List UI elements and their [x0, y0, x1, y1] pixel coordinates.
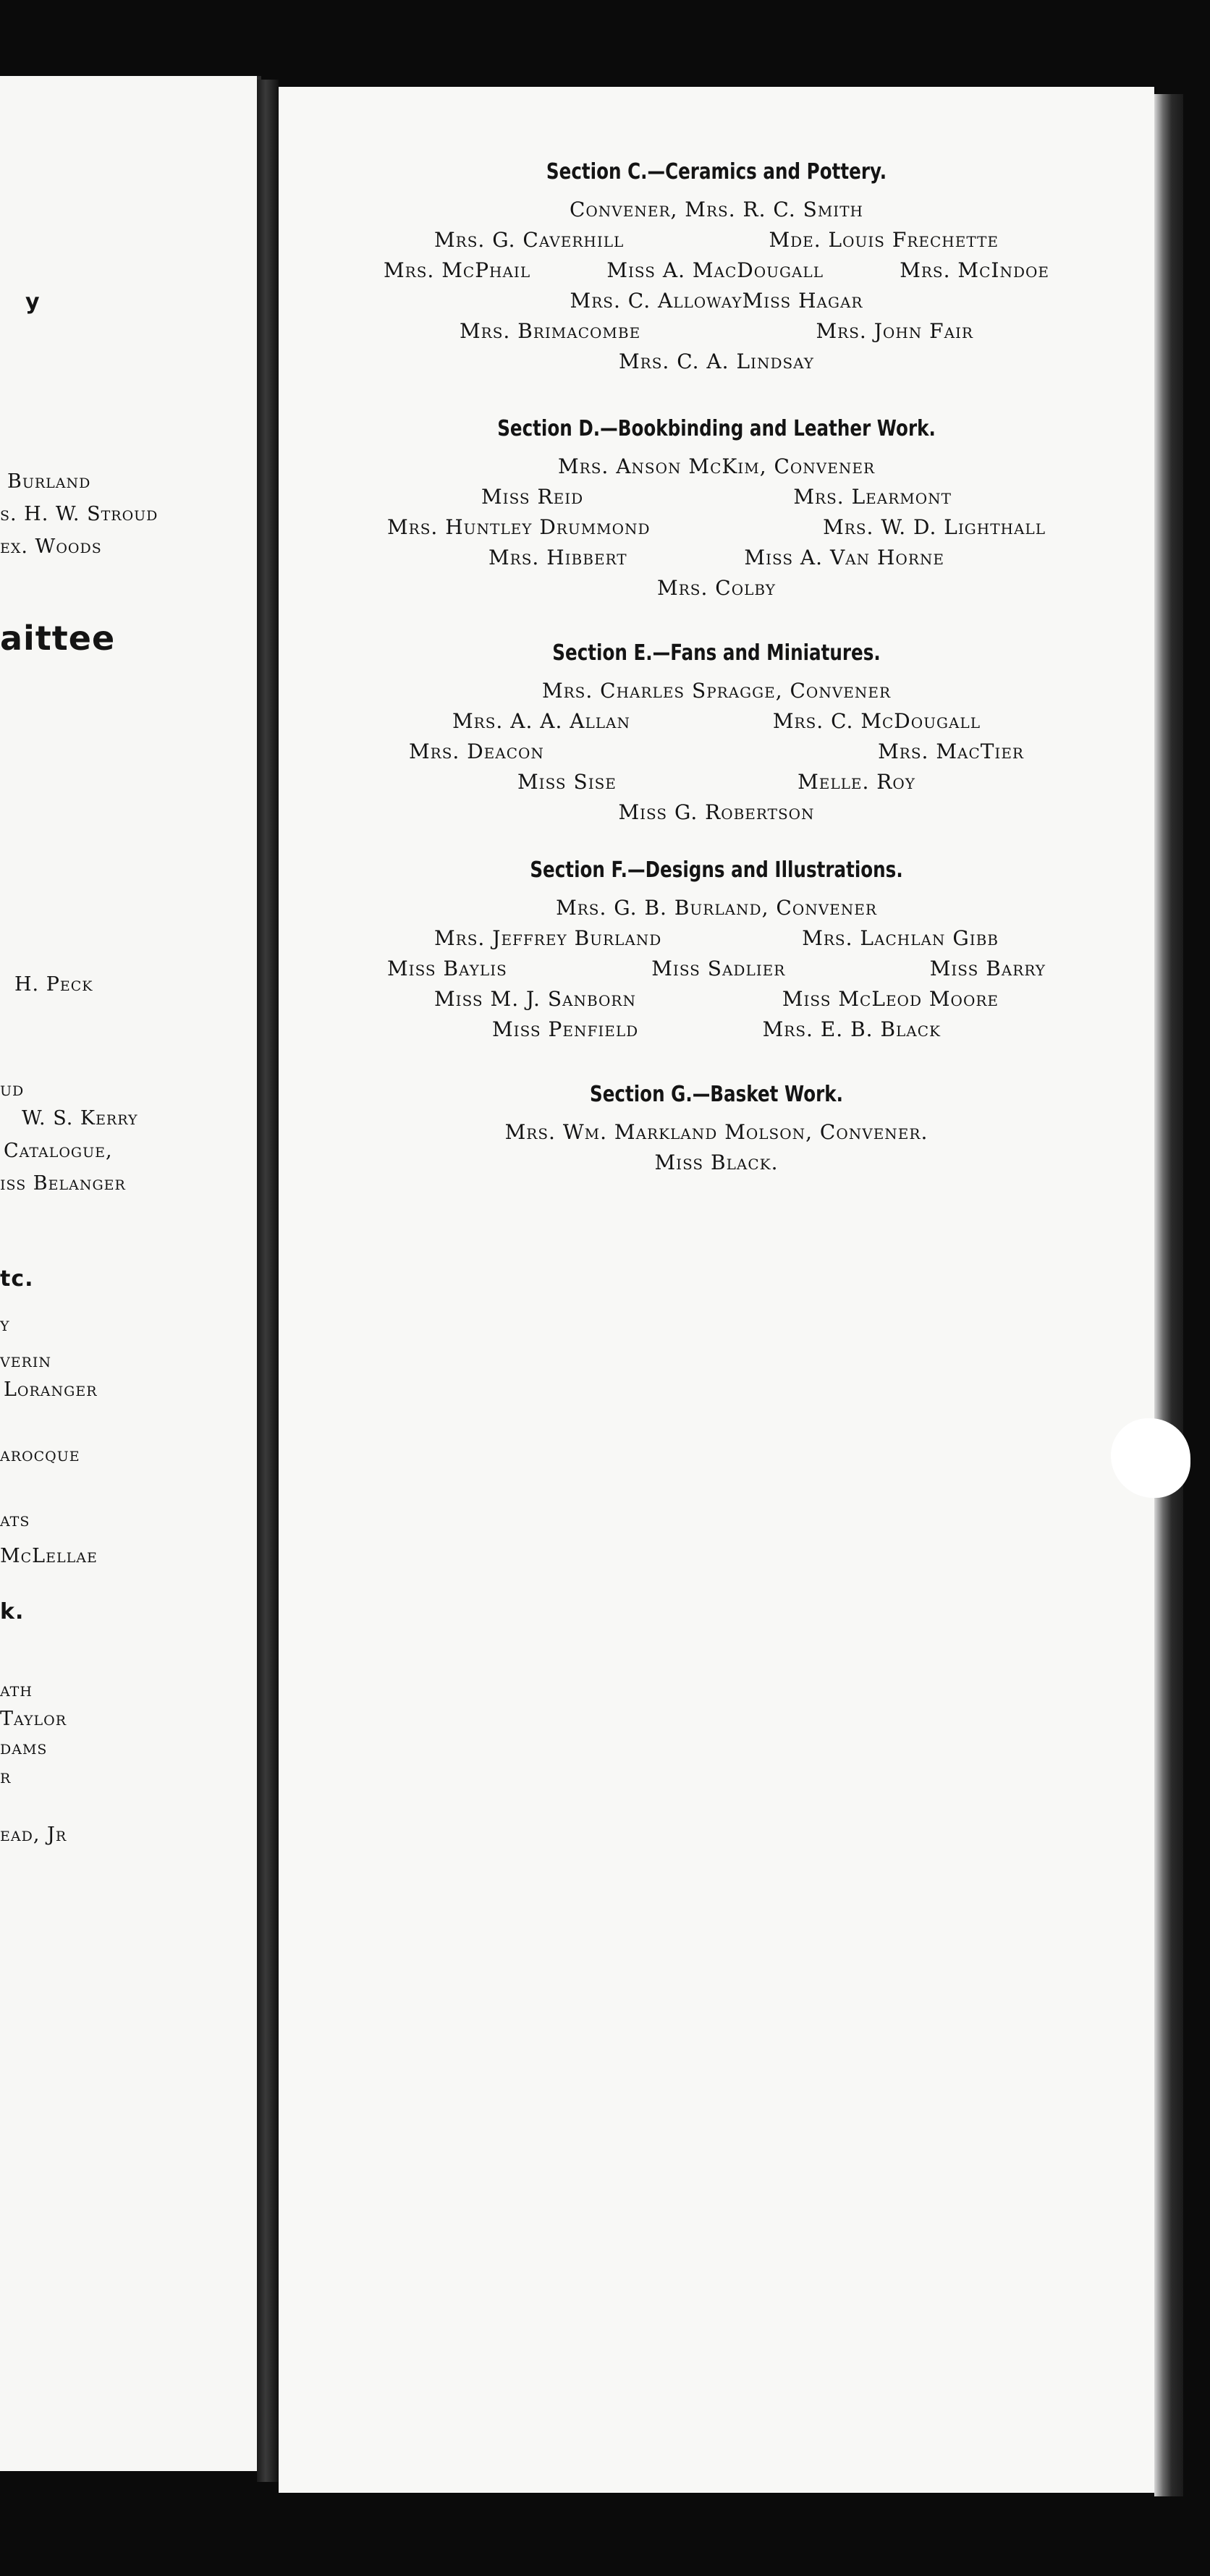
member-name: Mrs. E. B. Black [762, 1017, 941, 1041]
member-row [279, 347, 1154, 377]
left-page-fragment: ud [0, 1078, 25, 1101]
member-name: Mrs. Hibbert [488, 546, 627, 569]
section-block [279, 159, 1154, 377]
member-name: Mrs. Deacon [409, 740, 544, 763]
member-name: Mrs. Colby [657, 576, 776, 600]
member-name: Mrs. C. McDougall [772, 709, 981, 733]
member-row [452, 706, 981, 737]
member-name: Mrs. Brimacombe [460, 319, 641, 343]
member-row [279, 452, 1154, 482]
left-page-fragment: ex. Woods [0, 535, 102, 558]
member-name: Mrs. Huntley Drummond [387, 515, 651, 539]
member-name: Mrs. Learmont [793, 485, 952, 509]
left-page-fragment: aittee [0, 619, 116, 658]
member-row [279, 893, 1154, 923]
member-row [460, 316, 973, 347]
member-row [488, 543, 944, 573]
member-name: Miss Penfield [492, 1017, 639, 1041]
member-name: Mrs. G. B. Burland, Convener [556, 896, 877, 920]
left-page-fragment: dams [0, 1737, 48, 1759]
left-page-fragment: y [0, 1313, 10, 1336]
member-name: Mrs. A. A. Allan [452, 709, 630, 733]
member-name: Miss A. Van Horne [744, 546, 944, 569]
member-name: Miss McLeod Moore [782, 987, 999, 1011]
page-edge [1154, 94, 1183, 2496]
left-page-fragment: s. H. W. Stroud [0, 503, 158, 525]
left-page-fragment: ead, Jr [0, 1823, 67, 1846]
member-row [279, 1148, 1154, 1178]
member-name: Mrs. McPhail [384, 258, 531, 282]
left-page-fragment: Loranger [4, 1378, 98, 1401]
member-name: Miss Hagar [742, 289, 863, 313]
left-page [0, 76, 261, 2471]
section-block [279, 1082, 1154, 1178]
left-page-fragment: H. Peck [14, 973, 93, 996]
member-row [387, 512, 1046, 543]
member-row [279, 1117, 1154, 1148]
left-page-fragment: r [0, 1766, 12, 1788]
member-row [517, 767, 915, 797]
member-name: Miss A. MacDougall [606, 258, 824, 282]
member-name: Mrs. MacTier [878, 740, 1024, 763]
member-name: Mde. Louis Frechette [769, 228, 999, 252]
member-name: Mrs. C. A. Lindsay [618, 349, 815, 373]
member-name: Miss Black. [654, 1151, 779, 1174]
book-spine [257, 80, 279, 2482]
left-page-fragment: iss Belanger [0, 1172, 126, 1195]
section-block [279, 857, 1154, 1045]
member-name: Miss Sadlier [651, 957, 786, 980]
left-page-fragment: Catalogue, [4, 1140, 113, 1162]
member-row [279, 195, 1154, 225]
member-row [279, 676, 1154, 706]
member-row [279, 573, 1154, 603]
member-row [409, 737, 1024, 767]
member-name: Mrs. Anson McKim, Convener [557, 454, 876, 478]
section-heading: Section F.—Designs and Illustrations. [530, 857, 903, 883]
member-row [481, 482, 952, 512]
section-heading: Section C.—Ceramics and Pottery. [546, 159, 887, 185]
member-row [279, 797, 1154, 828]
member-name: Miss M. J. Sanborn [434, 987, 636, 1011]
left-page-fragment: ats [0, 1509, 30, 1531]
member-name: Miss G. Robertson [618, 800, 815, 824]
section-block [279, 640, 1154, 828]
member-name: Mrs. Wm. Markland Molson, Convener. [504, 1120, 928, 1144]
member-name: Mrs. McIndoe [900, 258, 1049, 282]
left-page-fragment: W. S. Kerry [22, 1107, 138, 1130]
left-page-fragment: McLellae [0, 1545, 98, 1567]
member-name: Mrs. C. Alloway [570, 289, 742, 313]
left-page-fragment: Burland [7, 470, 91, 493]
member-name: Melle. Roy [798, 770, 915, 794]
section-heading: Section G.—Basket Work. [590, 1082, 843, 1107]
member-row [434, 225, 999, 255]
member-row [387, 954, 1046, 984]
left-page-fragment: arocque [0, 1444, 80, 1466]
member-row [492, 1014, 941, 1045]
member-row [384, 255, 1049, 286]
member-name: Mrs. Lachlan Gibb [802, 926, 999, 950]
left-page-fragment: y [25, 289, 41, 315]
member-name: Miss Sise [517, 770, 617, 794]
member-name: Miss Barry [929, 957, 1046, 980]
left-page-fragment: tc. [0, 1266, 34, 1292]
section-heading: Section E.—Fans and Miniatures. [552, 640, 881, 666]
member-name: Mrs. Jeffrey Burland [434, 926, 662, 950]
member-name: Miss Baylis [387, 957, 507, 980]
member-name: Convener, Mrs. R. C. Smith [569, 198, 863, 221]
left-page-fragment: Taylor [0, 1708, 67, 1730]
left-page-fragment: verin [0, 1350, 52, 1372]
left-page-fragment: k. [0, 1599, 25, 1624]
member-name: Mrs. W. D. Lighthall [823, 515, 1046, 539]
member-name: Mrs. G. Caverhill [434, 228, 625, 252]
member-row [434, 923, 999, 954]
right-page [279, 87, 1154, 2493]
left-page-fragment: ath [0, 1679, 33, 1701]
member-name: Miss Reid [481, 485, 584, 509]
member-row [279, 286, 1154, 316]
member-name: Mrs. John Fair [816, 319, 973, 343]
section-block [279, 416, 1154, 603]
member-row [434, 984, 999, 1014]
member-name: Mrs. Charles Spragge, Convener [541, 679, 892, 703]
section-heading: Section D.—Bookbinding and Leather Work. [497, 416, 936, 441]
